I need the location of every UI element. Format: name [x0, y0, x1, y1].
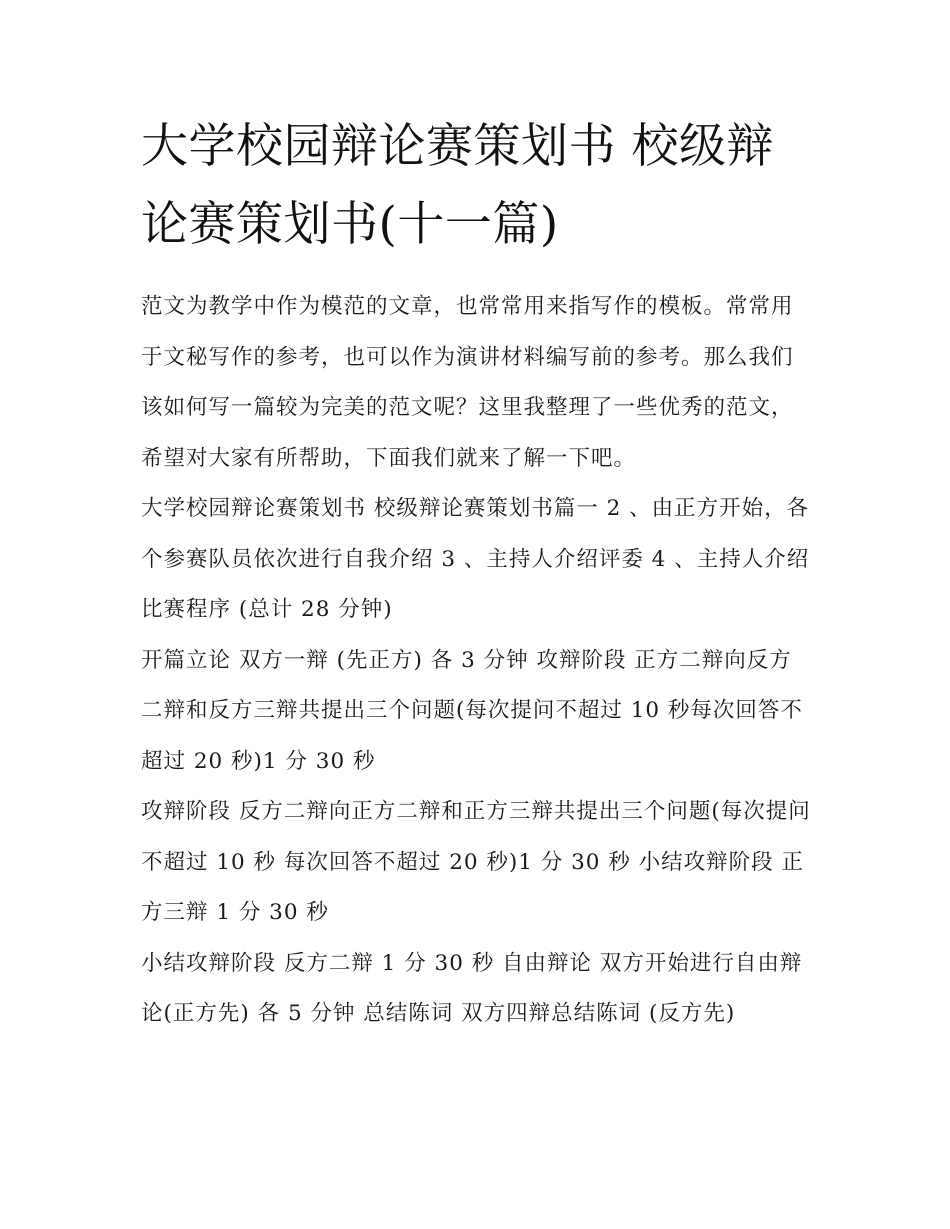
body-paragraph: 攻辩阶段 反方二辩向正方二辩和正方三辩共提出三个问题(每次提问不超过 10 秒 每次回答不超过 20 秒)1 分 30 秒 小结攻辩阶段 正方三辩 1 分 30 秒: [141, 799, 811, 925]
body-paragraph: 小结攻辩阶段 反方二辩 1 分 30 秒 自由辩论 双方开始进行自由辩论(正方先) 各 5 分钟 总结陈词 双方四辩总结陈词 (反方先): [141, 950, 803, 1026]
document-title: 大学校园辩论赛策划书 校级辩论赛策划书(十一篇): [141, 119, 774, 252]
intro-paragraph: 范文为教学中作为模范的文章，也常常用来指写作的模板。常常用于文秘写作的参考，也可以作为演讲材料编写前的参考。那么我们该如何写一篇较为完美的范文呢？这里我整理了一些优秀的范文，希望对大家有所帮助，下面我们就来了解一下吧。: [141, 294, 794, 471]
document-page: [141, 108, 813, 1040]
document-body: [141, 282, 813, 1040]
body-paragraph: 开篇立论 双方一辩 (先正方) 各 3 分钟 攻辩阶段 正方二辩向反方二辩和反方三辩共提出三个问题(每次提问不超过 10 秒每次回答不超过 20 秒)1 分 30 秒: [141, 647, 803, 774]
body-paragraph: 大学校园辩论赛策划书 校级辩论赛策划书篇一 2 、由正方开始，各个参赛队员依次进行自我介绍 3 、主持人介绍评委 4 、主持人介绍比赛程序 (总计 28 分钟): [141, 496, 810, 622]
